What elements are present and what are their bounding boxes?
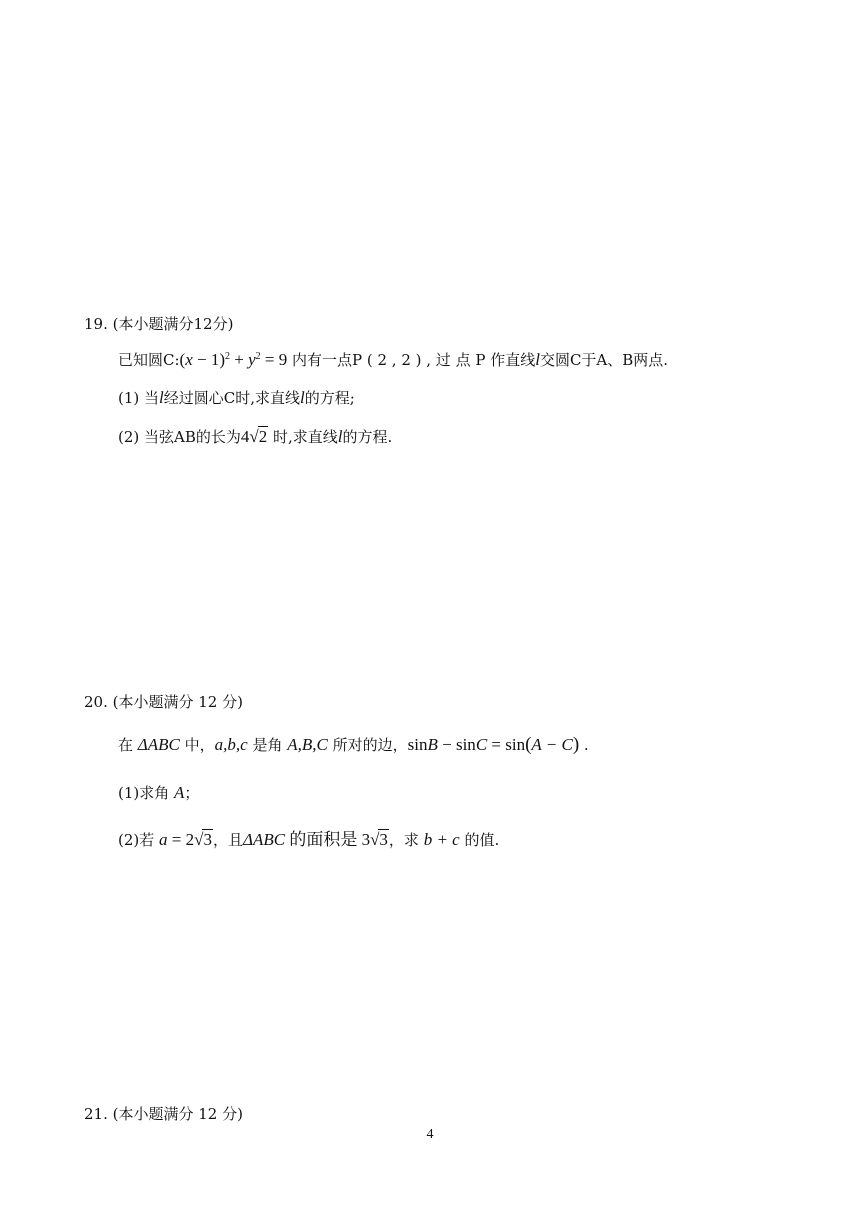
q21-title: 21. (本小题满分 12 分) [84,1105,243,1123]
q19-chord-length [241,427,268,446]
sin-argument: A − C [531,735,573,754]
eq-paren-open: ( [179,350,186,369]
q19-stem-mid: 内有一点P ( 2 , 2 ) , 过 点 P 作直线 [287,351,536,369]
eq-plus: + [230,350,249,369]
sin-fn: sin [407,735,428,754]
eq-rhs: = 9 [260,350,288,369]
q19-stem [118,350,668,370]
eq-part: − 1) [192,350,225,369]
coefficient: 4 [240,427,250,446]
stem-text: 所对的边， [327,736,408,754]
stem-text: 中， [179,736,215,754]
side-vars: a,b,c [214,735,248,754]
stem-text: . [579,736,589,754]
radicand: 3 [203,830,212,849]
var-x: x [185,350,193,369]
q19-part1 [118,388,355,408]
sqrt-symbol: √2 [249,427,268,446]
stem-text: 是角 [247,736,288,754]
exponent: 2 [255,351,261,362]
q19-part2 [118,427,392,447]
q20-stem [118,735,589,755]
q19-stem-post: 交圆C于A、B两点. [539,351,669,369]
part-text: 的方程; [304,389,355,407]
eq-part: = 2 [167,830,195,849]
var-a: a [159,830,168,849]
paren-close: ) [572,734,580,755]
var-l: l [535,350,540,369]
q20-title: 20. (本小题满分 12 分) [84,693,243,711]
part-text: 的值. [459,831,500,849]
q20-part1 [118,783,199,803]
part-label: (2) 当弦AB的长为 [118,428,241,446]
part-label: (1) 当 [118,389,160,407]
var-b: B [427,735,438,754]
page-number: 4 [426,1127,434,1142]
var-l: l [300,388,305,407]
sqrt-symbol: √3 [370,830,388,849]
part-text: ，且 [212,831,243,849]
part-text: ，求 [388,831,424,849]
stem-text: 在 [118,736,138,754]
part-text: ； [184,784,200,802]
part-text: 的面积是 3 [285,830,371,849]
q19-stem-pre: 已知圆C: [118,351,180,369]
var-l: l [159,388,164,407]
radicand: 2 [258,427,268,446]
var-a-angle: A [174,783,185,802]
triangle-abc: ΔABC [137,735,180,754]
part-text: 时,求直线 [268,428,338,446]
var-c: C [475,735,488,754]
q20-sine-equation [408,735,580,754]
part-text: 经过圆心C时,求直线 [163,389,301,407]
sqrt-symbol: √3 [194,830,212,849]
expression-b-plus-c: b + c [423,830,460,849]
radicand: 3 [379,830,388,849]
q20-part2 [118,830,499,850]
q19-title: 19. (本小题满分12分) [84,315,234,333]
paren-open: ( [525,734,532,755]
part-label: (1)求角 [118,784,175,802]
triangle-abc: ΔABC [242,830,286,849]
var-l: l [337,427,343,446]
var-y: y [248,350,256,369]
part-text: 的方程. [342,428,393,446]
q19-circle-equation [180,350,288,369]
angle-vars: A,B,C [287,735,328,754]
eq-part: = sin [487,735,526,754]
exponent: 2 [225,351,230,362]
eq-part: − sin [437,735,476,754]
part-label: (2)若 [118,831,160,849]
